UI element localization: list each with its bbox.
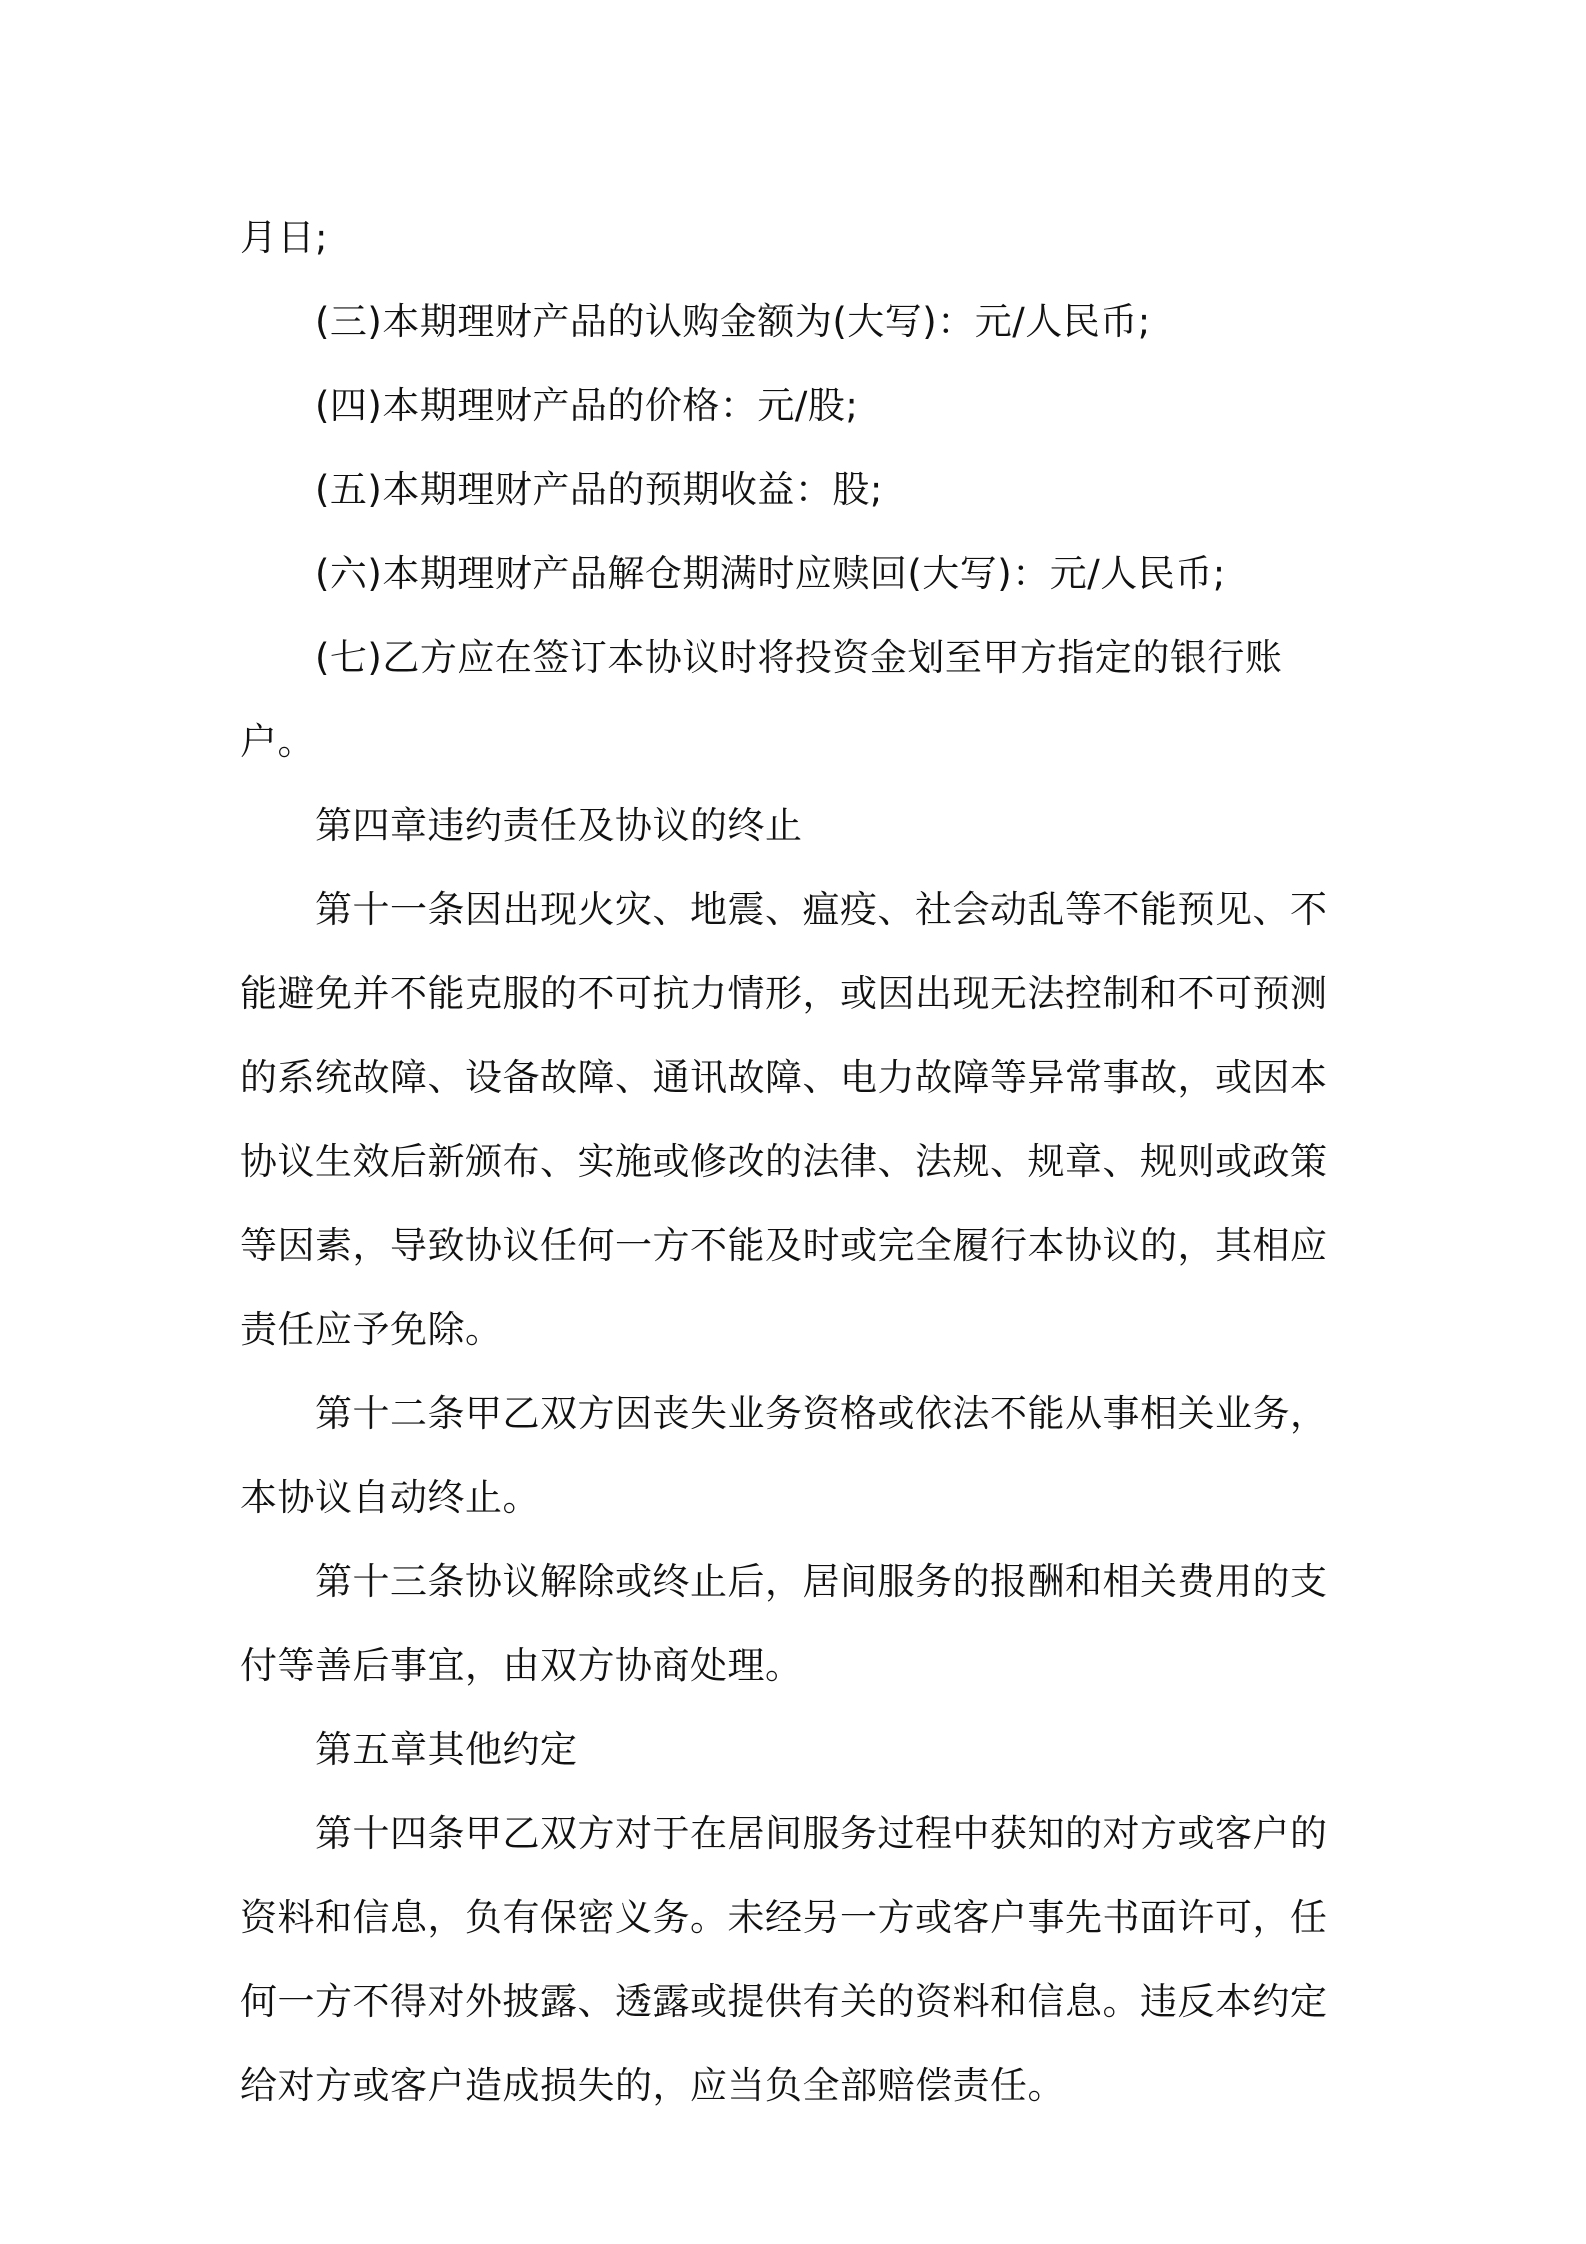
paragraph-product-price: (四)本期理财产品的价格：元/股; bbox=[315, 384, 859, 427]
paragraph-date-fragment: 月日; bbox=[240, 216, 328, 259]
article-11: 第十一条因出现火灾、地震、瘟疫、社会动乱等不能预见、不能避免并不能克服的不可抗力情形，或因出现无法控制和不可预测的系统故障、设备故障、通讯故障、电力故障等异常事故，或因本协议生效后新颁布、实施或修改的法律、法规、规章、规则或政策等因素，导致协议任何一方不能及时或完全履行本协议的，其相应责任应予免除。 bbox=[240, 888, 1328, 1351]
article-12: 第十二条甲乙双方因丧失业务资格或依法不能从事相关业务，本协议自动终止。 bbox=[240, 1392, 1328, 1519]
article-13: 第十三条协议解除或终止后，居间服务的报酬和相关费用的支付等善后事宜，由双方协商处理。 bbox=[240, 1560, 1328, 1687]
paragraph-subscription-amount: (三)本期理财产品的认购金额为(大写)：元/人民币; bbox=[315, 300, 1151, 343]
paragraph-fund-transfer: (七)乙方应在签订本协议时将投资金划至甲方指定的银行账户。 bbox=[240, 636, 1283, 763]
paragraph-expected-return: (五)本期理财产品的预期收益：股; bbox=[315, 468, 883, 511]
document-body bbox=[240, 196, 1350, 2128]
chapter-heading-5: 第五章其他约定 bbox=[315, 1728, 578, 1771]
article-14: 第十四条甲乙双方对于在居间服务过程中获知的对方或客户的资料和信息，负有保密义务。未经另一方或客户事先书面许可，任何一方不得对外披露、透露或提供有关的资料和信息。违反本约定给对方或客户造成损失的，应当负全部赔偿责任。 bbox=[240, 1812, 1328, 2107]
paragraph-redemption-amount: (六)本期理财产品解仓期满时应赎回(大写)：元/人民币; bbox=[315, 552, 1226, 595]
chapter-heading-4: 第四章违约责任及协议的终止 bbox=[315, 804, 803, 847]
